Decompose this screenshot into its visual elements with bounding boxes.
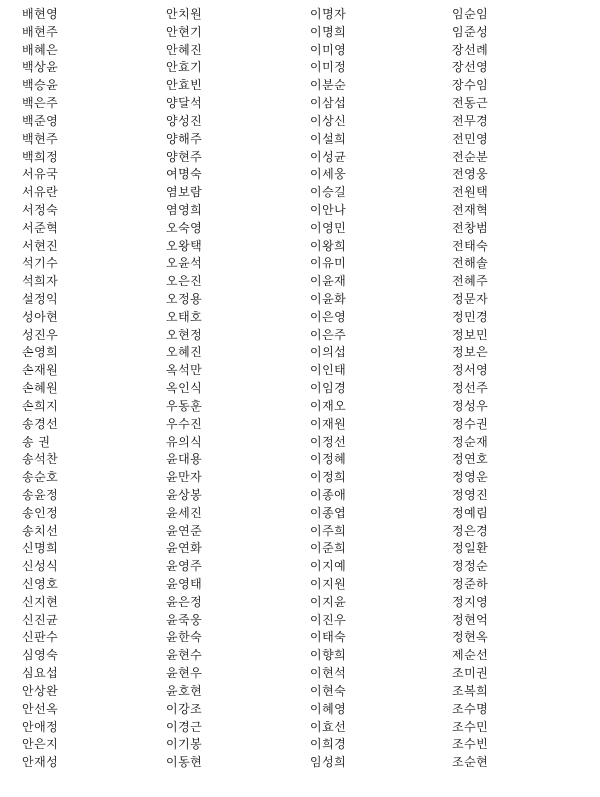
name-cell: 백상윤 [22, 60, 59, 75]
name-cell: 이희경 [310, 737, 347, 752]
name-cell: 송순호 [22, 470, 59, 485]
name-cell: 윤호현 [166, 683, 203, 698]
name-cell: 제순선 [452, 648, 489, 663]
name-cell: 정영진 [452, 487, 489, 502]
table-row [0, 95, 600, 113]
name-cell: 신판수 [22, 630, 59, 645]
name-cell: 장선례 [452, 42, 489, 57]
name-cell: 윤현수 [166, 648, 203, 663]
table-row [0, 184, 600, 202]
name-cell: 이재오 [310, 398, 347, 413]
table-row [0, 612, 600, 630]
name-cell: 정일환 [452, 541, 489, 556]
name-cell: 이승길 [310, 185, 347, 200]
table-row [0, 701, 600, 719]
name-cell: 석기수 [22, 256, 59, 271]
table-row [0, 202, 600, 220]
name-cell: 정수권 [452, 416, 489, 431]
name-cell: 조복희 [452, 683, 489, 698]
name-cell: 정선주 [452, 381, 489, 396]
name-cell: 정현옥 [452, 630, 489, 645]
table-row [0, 77, 600, 95]
table-row [0, 629, 600, 647]
name-cell: 안현기 [166, 24, 203, 39]
name-cell: 이영민 [310, 220, 347, 235]
table-row [0, 719, 600, 737]
name-cell: 이기봉 [166, 737, 203, 752]
name-cell: 이분순 [310, 78, 347, 93]
name-cell: 안혜진 [166, 42, 203, 57]
table-row [0, 362, 600, 380]
name-cell: 백현주 [22, 131, 59, 146]
name-cell: 정연호 [452, 452, 489, 467]
name-cell: 서유국 [22, 167, 59, 182]
name-cell: 염영희 [166, 202, 203, 217]
name-cell: 송치선 [22, 523, 59, 538]
name-cell: 전영웅 [452, 167, 489, 182]
table-row [0, 558, 600, 576]
table-row [0, 451, 600, 469]
name-cell: 조수명 [452, 701, 489, 716]
name-cell: 윤만자 [166, 470, 203, 485]
name-cell: 송윤정 [22, 487, 59, 502]
name-cell: 윤은정 [166, 594, 203, 609]
name-cell: 송경선 [22, 416, 59, 431]
table-row [0, 434, 600, 452]
table-row [0, 576, 600, 594]
name-cell: 장선영 [452, 60, 489, 75]
name-cell: 이재원 [310, 416, 347, 431]
table-row [0, 647, 600, 665]
name-cell: 윤영주 [166, 559, 203, 574]
name-cell: 백준영 [22, 113, 59, 128]
name-cell: 윤세진 [166, 505, 203, 520]
name-cell: 이설희 [310, 131, 347, 146]
name-cell: 송 권 [22, 434, 51, 449]
name-cell: 이동현 [166, 755, 203, 770]
name-cell: 안상완 [22, 683, 59, 698]
name-cell: 전동근 [452, 96, 489, 111]
name-cell: 정영운 [452, 470, 489, 485]
table-row [0, 416, 600, 434]
name-cell: 전무경 [452, 113, 489, 128]
table-row [0, 273, 600, 291]
name-cell: 이준희 [310, 541, 347, 556]
table-row [0, 42, 600, 60]
name-cell: 이윤화 [310, 292, 347, 306]
name-cell: 정준하 [452, 577, 489, 591]
name-cell: 오태호 [166, 309, 203, 324]
table-row [0, 594, 600, 612]
name-cell: 안재성 [22, 755, 59, 770]
name-cell: 정보민 [452, 327, 489, 342]
table-row [0, 24, 600, 42]
name-cell: 이경근 [166, 719, 203, 734]
name-cell: 이정선 [310, 434, 347, 449]
name-cell: 백승윤 [22, 78, 59, 93]
name-cell: 이종엽 [310, 505, 347, 520]
name-cell: 여명숙 [166, 167, 203, 182]
table-row [0, 291, 600, 309]
name-cell: 장수임 [452, 78, 489, 93]
name-cell: 송석찬 [22, 452, 59, 467]
name-cell: 심요섭 [22, 666, 59, 681]
name-cell: 안선옥 [22, 701, 59, 716]
name-cell: 이안나 [310, 202, 347, 217]
name-cell: 안효빈 [166, 78, 203, 93]
names-grid [0, 6, 600, 772]
name-cell: 오은진 [166, 274, 203, 289]
name-cell: 이종애 [310, 487, 347, 502]
name-cell: 양달석 [166, 96, 203, 111]
name-cell: 옥인식 [166, 381, 203, 396]
name-cell: 윤죽웅 [166, 612, 203, 627]
name-cell: 조미권 [452, 666, 489, 681]
table-row [0, 166, 600, 184]
name-cell: 전순분 [452, 149, 489, 164]
name-cell: 이상신 [310, 113, 347, 128]
name-cell: 이윤재 [310, 274, 347, 289]
name-cell: 정은경 [452, 523, 489, 538]
name-cell: 이혜영 [310, 701, 347, 716]
table-row [0, 380, 600, 398]
name-cell: 이지예 [310, 559, 347, 574]
name-cell: 전원택 [452, 185, 489, 200]
name-cell: 정현억 [452, 612, 489, 627]
name-cell: 전민영 [452, 131, 489, 146]
name-cell: 이현숙 [310, 683, 347, 698]
name-cell: 손희지 [22, 398, 59, 413]
name-cell: 안치원 [166, 7, 203, 21]
name-cell: 정순재 [452, 434, 489, 449]
name-cell: 이은주 [310, 327, 347, 342]
name-cell: 손영희 [22, 345, 59, 360]
name-cell: 신진균 [22, 612, 59, 627]
name-cell: 이유미 [310, 256, 347, 271]
name-cell: 양성진 [166, 113, 203, 128]
name-cell: 염보람 [166, 185, 203, 200]
name-cell: 신지현 [22, 594, 59, 609]
name-cell: 서정숙 [22, 202, 59, 217]
name-cell: 안은지 [22, 737, 59, 752]
name-cell: 이의섭 [310, 345, 347, 360]
name-cell: 안효기 [166, 60, 203, 75]
table-row [0, 736, 600, 754]
name-cell: 양현주 [166, 149, 203, 164]
table-row [0, 505, 600, 523]
name-cell: 이주희 [310, 523, 347, 538]
name-cell: 이성균 [310, 149, 347, 164]
table-row [0, 487, 600, 505]
name-cell: 안애정 [22, 719, 59, 734]
name-cell: 이향희 [310, 648, 347, 663]
name-cell: 우수진 [166, 416, 203, 431]
name-cell: 조순현 [452, 755, 489, 770]
name-cell: 윤대용 [166, 452, 203, 467]
name-cell: 유의식 [166, 434, 203, 449]
name-cell: 이임경 [310, 381, 347, 396]
name-cell: 조수민 [452, 719, 489, 734]
name-cell: 윤영태 [166, 577, 203, 591]
table-row [0, 683, 600, 701]
name-cell: 백희정 [22, 149, 59, 164]
table-row [0, 220, 600, 238]
name-cell: 이진우 [310, 612, 347, 627]
table-row [0, 149, 600, 167]
name-cell: 서준혁 [22, 220, 59, 235]
name-cell: 오윤석 [166, 256, 203, 271]
name-cell: 정정순 [452, 559, 489, 574]
name-cell: 송인정 [22, 505, 59, 520]
name-cell: 전혜주 [452, 274, 489, 289]
name-cell: 이지윤 [310, 594, 347, 609]
table-row [0, 113, 600, 131]
table-row [0, 344, 600, 362]
name-cell: 이왕희 [310, 238, 347, 253]
name-cell: 서현진 [22, 238, 59, 253]
name-cell: 임순임 [452, 7, 489, 21]
name-cell: 이세웅 [310, 167, 347, 182]
table-row [0, 523, 600, 541]
name-cell: 정예림 [452, 505, 489, 520]
name-cell: 조수빈 [452, 737, 489, 752]
table-row [0, 6, 600, 24]
name-cell: 손혜원 [22, 381, 59, 396]
name-cell: 윤상봉 [166, 487, 203, 502]
name-cell: 이미정 [310, 60, 347, 75]
table-row [0, 754, 600, 772]
table-row [0, 398, 600, 416]
name-cell: 이삼섭 [310, 96, 347, 111]
name-cell: 윤연화 [166, 541, 203, 556]
name-cell: 이강조 [166, 701, 203, 716]
name-cell: 석희자 [22, 274, 59, 289]
table-row [0, 131, 600, 149]
name-cell: 정서영 [452, 363, 489, 378]
name-cell: 오현정 [166, 327, 203, 342]
name-cell: 전창범 [452, 220, 489, 235]
name-cell: 이미영 [310, 42, 347, 57]
name-cell: 배현영 [22, 7, 59, 21]
name-cell: 오왕택 [166, 238, 203, 253]
name-cell: 이현석 [310, 666, 347, 681]
name-cell: 성진우 [22, 327, 59, 342]
name-cell: 이태숙 [310, 630, 347, 645]
name-cell: 오정용 [166, 292, 203, 306]
name-cell: 임준성 [452, 24, 489, 39]
name-cell: 오숙영 [166, 220, 203, 235]
name-cell: 이효선 [310, 719, 347, 734]
table-row [0, 59, 600, 77]
name-cell: 신성식 [22, 559, 59, 574]
name-cell: 신영호 [22, 577, 59, 591]
name-cell: 이지원 [310, 577, 347, 591]
name-cell: 이명희 [310, 24, 347, 39]
table-row [0, 540, 600, 558]
name-cell: 정보은 [452, 345, 489, 360]
name-cell: 양해주 [166, 131, 203, 146]
name-cell: 윤연준 [166, 523, 203, 538]
table-row [0, 327, 600, 345]
name-cell: 이인태 [310, 363, 347, 378]
name-cell: 정성우 [452, 398, 489, 413]
name-cell: 이정혜 [310, 452, 347, 467]
table-row [0, 255, 600, 273]
name-cell: 우동훈 [166, 398, 203, 413]
table-row [0, 469, 600, 487]
name-cell: 오혜진 [166, 345, 203, 360]
name-cell: 설정익 [22, 292, 59, 306]
name-cell: 손재원 [22, 363, 59, 378]
name-cell: 백은주 [22, 96, 59, 111]
name-cell: 옥석만 [166, 363, 203, 378]
name-cell: 정문자 [452, 292, 489, 306]
name-cell: 전태숙 [452, 238, 489, 253]
name-cell: 윤한숙 [166, 630, 203, 645]
name-cell: 심영숙 [22, 648, 59, 663]
table-row [0, 238, 600, 256]
name-cell: 성아현 [22, 309, 59, 324]
name-cell: 이은영 [310, 309, 347, 324]
name-cell: 이명자 [310, 7, 347, 21]
name-cell: 전재혁 [452, 202, 489, 217]
name-cell: 서유란 [22, 185, 59, 200]
name-cell: 임성희 [310, 755, 347, 770]
name-cell: 신명희 [22, 541, 59, 556]
table-row [0, 309, 600, 327]
name-cell: 전해솔 [452, 256, 489, 271]
name-cell: 정지영 [452, 594, 489, 609]
name-cell: 정민경 [452, 309, 489, 324]
name-cell: 윤현우 [166, 666, 203, 681]
table-row [0, 665, 600, 683]
name-cell: 배현주 [22, 24, 59, 39]
name-cell: 배혜은 [22, 42, 59, 57]
name-cell: 이정희 [310, 470, 347, 485]
